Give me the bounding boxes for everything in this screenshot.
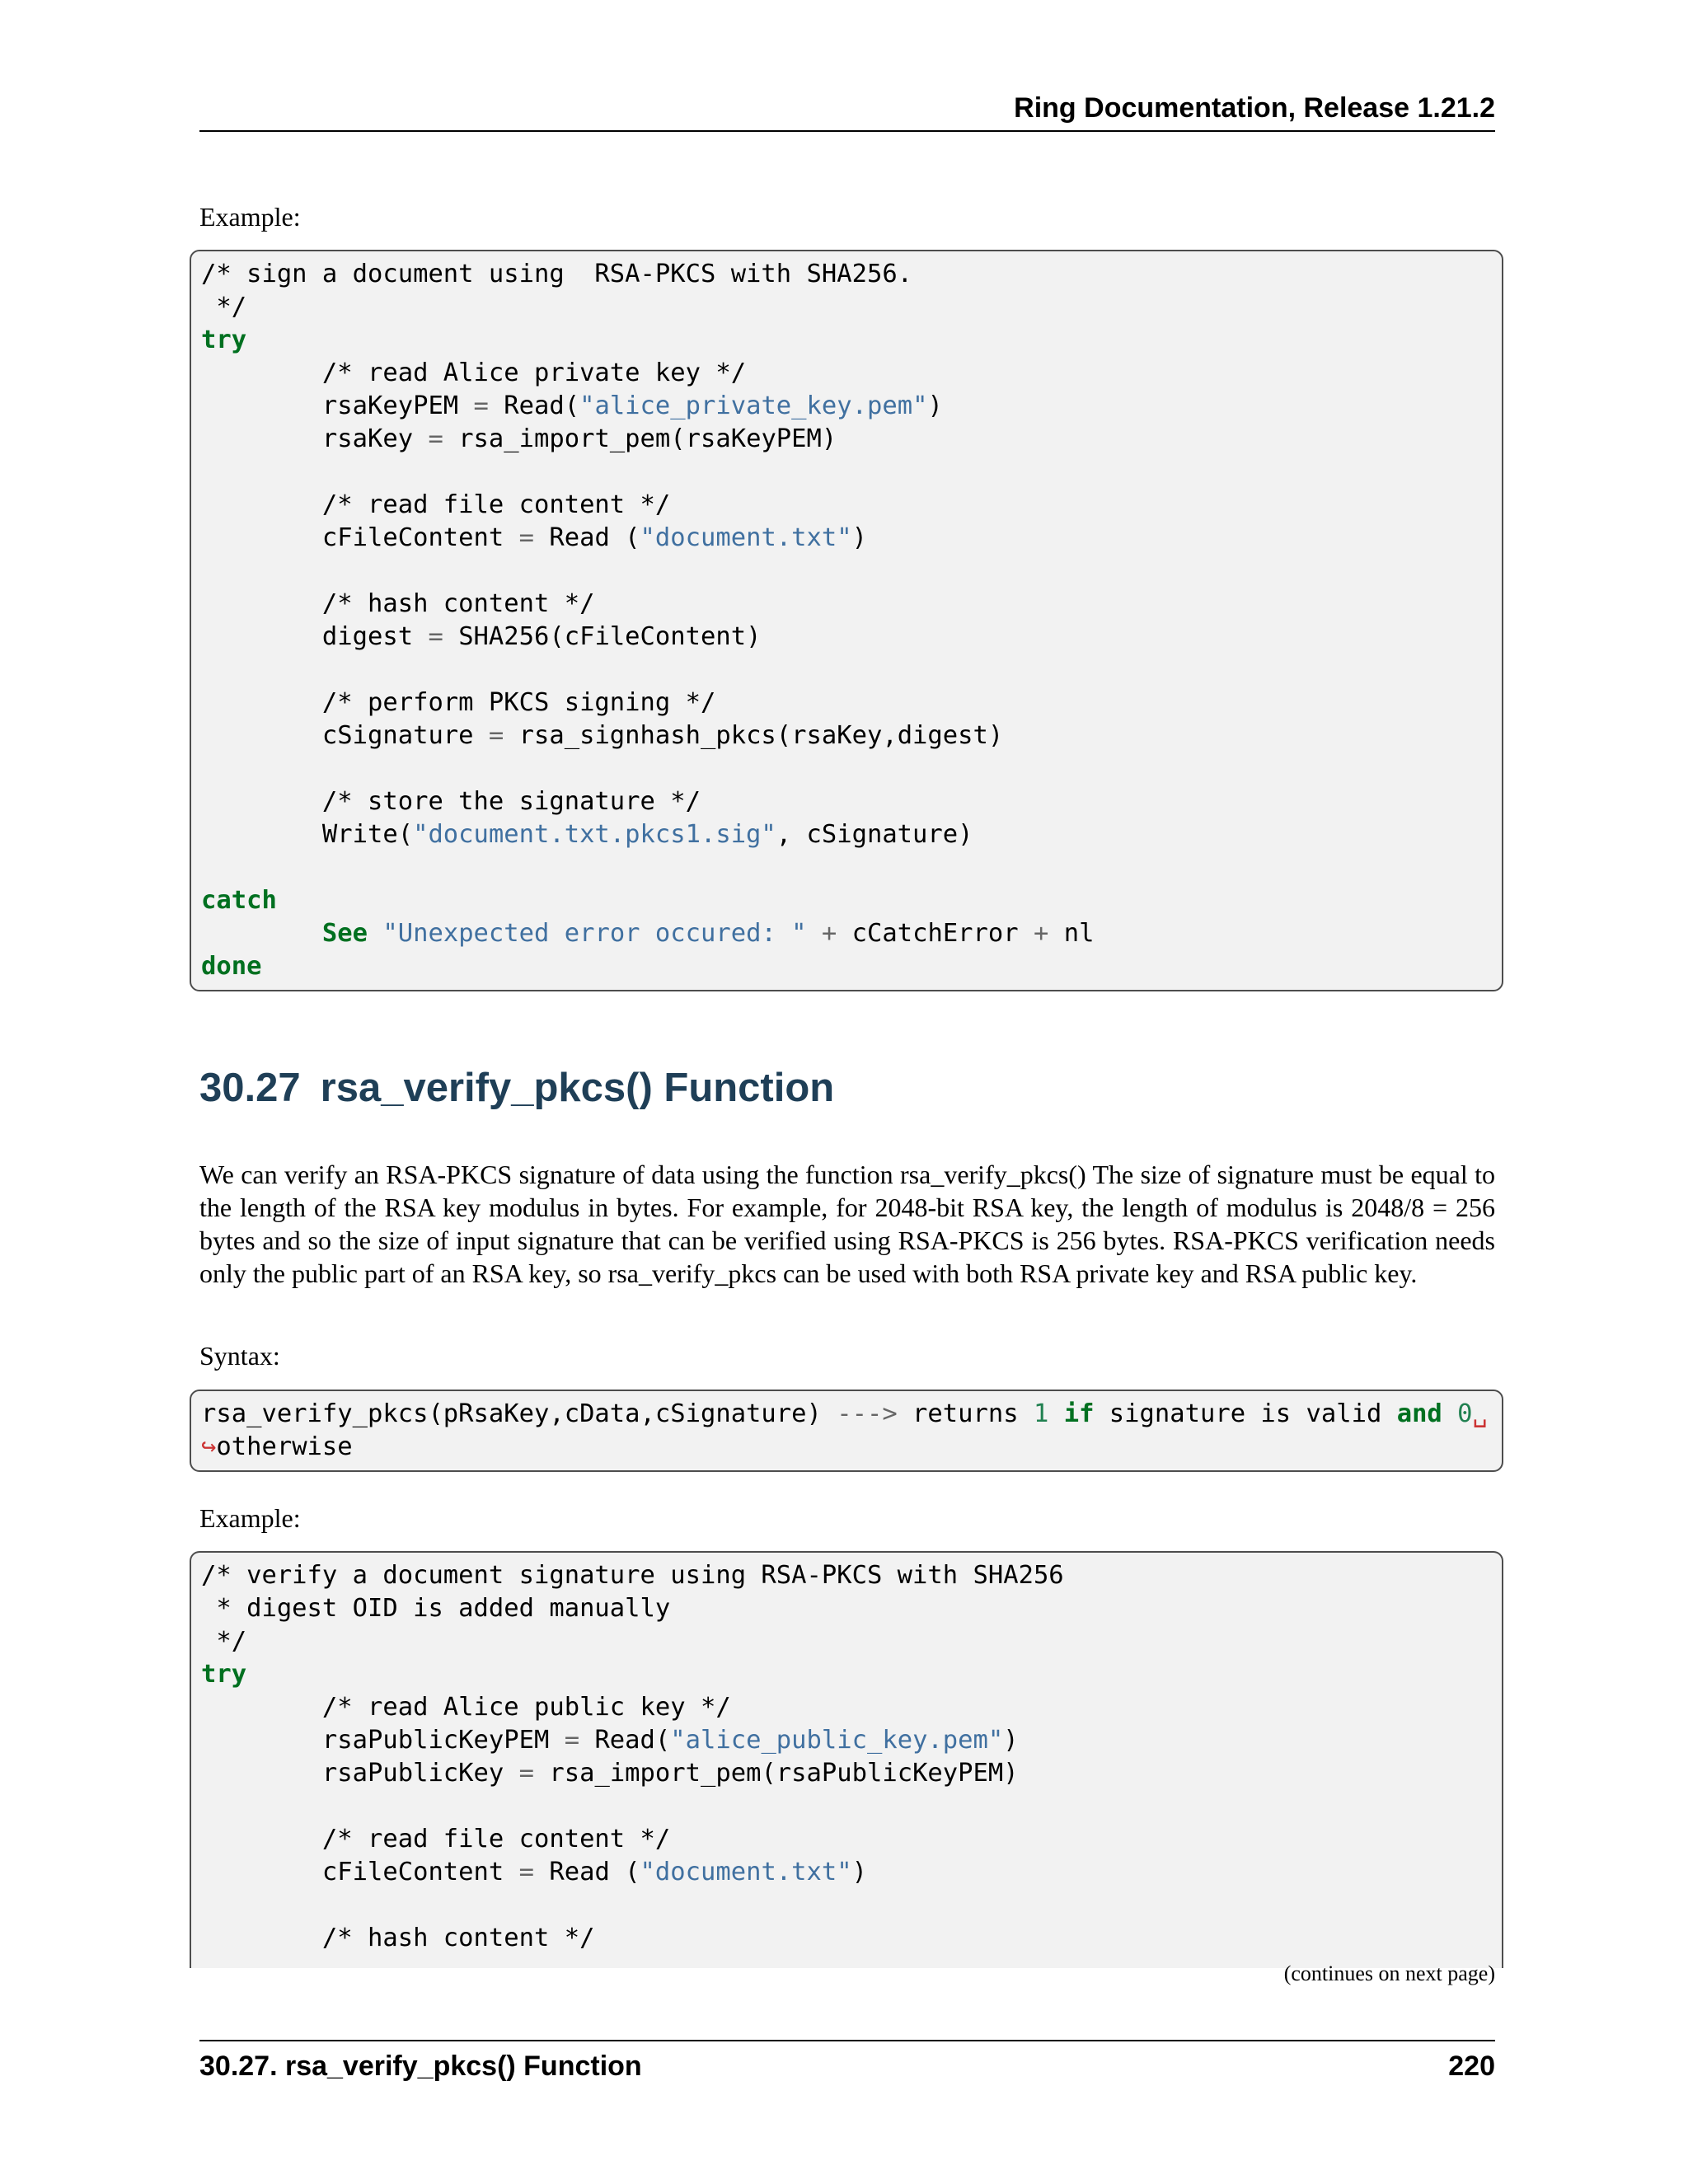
code-token: , cSignature) [776,820,973,849]
code-token: rsa_signhash_pkcs(rsaKey,digest) [504,721,1004,750]
code-token: = [564,1726,580,1755]
code-token: = [428,622,443,651]
code-token: "alice_public_key.pem" [670,1726,1004,1755]
code-line [201,688,715,717]
code-token: try [201,326,247,354]
code-line [201,359,746,387]
code-token: ) [851,1858,867,1886]
code-token: rsa_import_pem(rsaKeyPEM) [443,424,837,453]
page-number: 220 [1448,2050,1495,2082]
code-token: rsaPublicKey [201,1759,519,1788]
code-token: + [1034,919,1049,948]
code-line [201,391,943,420]
code-token: = [428,424,443,453]
code-block-syntax [190,1390,1503,1472]
code-token: returns [897,1399,1034,1428]
continues-note: (continues on next page) [1283,1961,1495,1985]
footer-section-ref: 30.27. rsa_verify_pkcs() Function [199,2050,642,2082]
code-token: try [201,1660,247,1689]
code-line [201,919,1094,948]
code-token [201,919,322,948]
code-token: ) [927,391,943,420]
code-token: otherwise [216,1432,353,1461]
code-line [201,1924,594,1952]
code-line [201,1627,246,1656]
running-header: Ring Documentation, Release 1.21.2 [1014,92,1495,124]
code-line [201,622,761,651]
code-token [807,919,822,948]
code-token: /* sign a document using RSA-PKCS with SHA256. [201,260,913,288]
header-rule [199,130,1495,132]
code-token: /* read Alice public key */ [201,1693,731,1722]
code-token: catch [201,886,277,915]
code-token: */ [201,293,247,321]
code-line [201,1399,1488,1428]
code-token: "Unexpected error occured: " [382,919,807,948]
code-line [201,787,701,816]
code-token: digest [201,622,429,651]
code-line [201,523,867,552]
code-token: if [1063,1399,1095,1428]
code-token: rsaKey [201,424,429,453]
code-line [201,589,594,618]
code-line [201,1432,353,1461]
code-token: cFileContent [201,523,519,552]
code-token: = [518,1858,534,1886]
code-token: */ [201,1627,247,1656]
code-token: /* read file content */ [201,490,671,519]
code-token: /* hash content */ [201,1924,595,1952]
code-token: cSignature [201,721,489,750]
code-token [1048,1399,1063,1428]
code-block-sign-example [190,250,1503,991]
code-line [201,1759,1019,1788]
code-token: * digest OID is added manually [201,1594,671,1623]
code-token: rsa_import_pem(rsaPublicKeyPEM) [534,1759,1019,1788]
section-number: 30.27 [199,1066,301,1110]
code-line [201,1825,670,1854]
code-token: ---> [837,1399,898,1428]
code-line [201,326,246,354]
code-line [201,820,973,849]
code-token: 0 [1457,1399,1473,1428]
code-line [201,260,912,288]
code-token: "document.txt" [640,523,852,552]
code-line [201,1561,1064,1590]
section-title: rsa_verify_pkcs() Function [320,1066,835,1110]
code-line [201,952,261,981]
code-token: and [1396,1399,1442,1428]
code-token: Read ( [534,1858,640,1886]
code-line [201,721,1003,750]
code-token: ) [1003,1726,1019,1755]
code-token [1442,1399,1457,1428]
code-token: signature is valid [1094,1399,1397,1428]
code-token: Read( [488,391,580,420]
code-token: See [321,919,368,948]
code-token: /* store the signature */ [201,787,701,816]
code-token: cCatchError [837,919,1034,948]
code-block-verify-example [190,1551,1503,1968]
code-token: done [201,952,262,981]
code-line [201,1660,246,1689]
code-line [201,293,246,321]
code-token: rsaPublicKeyPEM [201,1726,565,1755]
code-token: /* read file content */ [201,1825,671,1854]
code-line [201,1693,731,1722]
code-token: "document.txt" [640,1858,852,1886]
code-token: /* perform PKCS signing */ [201,688,716,717]
code-token: = [518,523,534,552]
code-token: SHA256(cFileContent) [443,622,762,651]
code-token: ␣ [1472,1399,1488,1428]
code-token: rsa_verify_pkcs(pRsaKey,cData,cSignature) [201,1399,837,1428]
code-token: /* verify a document signature using RSA-PKCS with SHA256 [201,1561,1064,1590]
code-line [201,424,837,453]
code-token: rsaKeyPEM [201,391,474,420]
code-line [201,1594,670,1623]
example-label-2: Example: [199,1503,301,1533]
code-token: nl [1048,919,1095,948]
code-token: ↪ [201,1432,217,1461]
code-line [201,1858,867,1886]
code-token: /* read Alice private key */ [201,359,747,387]
code-token: + [821,919,837,948]
code-token: Read( [579,1726,671,1755]
code-token: = [488,721,504,750]
code-token: Read ( [534,523,640,552]
body-paragraph: We can verify an RSA-PKCS signature of data using the function rsa_verify_pkcs() The size of signature must be equal to the length of the RSA key modulus in bytes. For example, for 2048-bit RSA key, the length of modulus is 2048/8 = 256 bytes and so the size of input signature that can be verified using RSA-PKCS is 256 bytes. RSA-PKCS verification needs only the public part of an RSA key, so rsa_verify_pkcs can be used with both RSA private key and RSA public key. [199,1160,1495,1288]
code-token: = [473,391,489,420]
code-line [201,1726,1019,1755]
syntax-label: Syntax: [199,1341,280,1371]
footer-rule [199,2040,1495,2041]
code-token: Write( [201,820,414,849]
code-token: 1 [1033,1399,1049,1428]
code-token: "alice_private_key.pem" [579,391,928,420]
code-line [201,490,670,519]
code-line [201,886,277,915]
section-heading [199,1063,834,1113]
code-token: cFileContent [201,1858,519,1886]
code-token: "document.txt.pkcs1.sig" [413,820,776,849]
code-token: /* hash content */ [201,589,595,618]
code-token: ) [851,523,867,552]
code-token [368,919,382,948]
code-token: = [518,1759,534,1788]
example-label: Example: [199,202,301,232]
